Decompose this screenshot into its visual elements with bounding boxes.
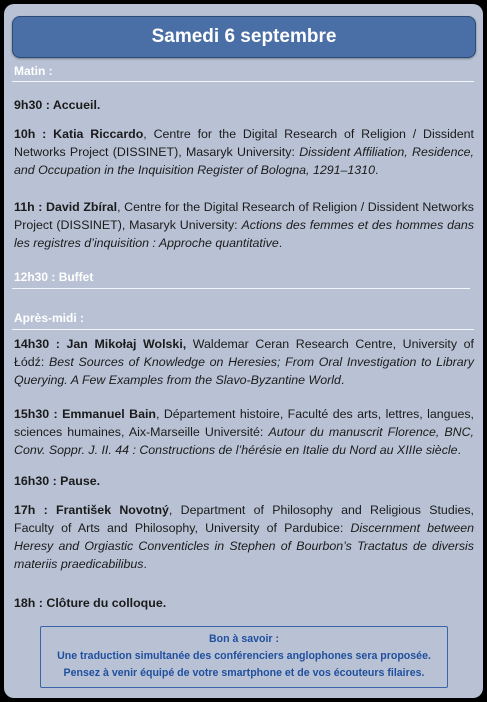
section-lunch: 12h30 : Buffet [14,270,94,284]
entry-title: Actions des femmes et des hommes dans les registres d’inquisition : Approche quantitative [14,218,474,250]
notice-line: Pensez à venir équipé de votre smartphone et de vos écouteurs filaires. [63,667,425,679]
entry-title: Autour du manuscrit Florence, BNC, Conv. Soppr. J. II. 44 : Constructions de l’hérésie en Italie du Nord au XIIIe siècle [14,425,474,457]
entry-end: . [457,443,461,457]
entry-speaker: František Novotný [56,503,169,517]
entry-title: Dissident Affiliation, Residence, and Occupation in the Inquisition Register of Bologna, 1291–1310 [14,145,474,177]
program-entry-novotny: 17h : František Novotný, Department of Philosophy and Religious Studies, Faculty of Arts and Philosophy, University of Pardubice: Discernment between Heresy and Orgiastic Conventicles in Stephen of Bourbon’s Tractatus de diversis materiis praedicabilibus. [14,503,474,571]
program-panel [4,4,483,698]
day-header [12,16,476,58]
entry-title: Best Sources of Knowledge on Heresies; From Oral Investigation to Library Querying. A Few Examples from the Slavo-Byzantine World [14,355,474,387]
program-entry-welcome: 9h30 : Accueil. [14,98,101,112]
entry-label: Clôture du colloque. [46,596,167,610]
entry-time: 18h [14,596,36,610]
notice-line: Une traduction simultanée des conférenciers anglophones sera proposée. [57,650,431,662]
entry-speaker: Emmanuel Bain [62,407,156,421]
entry-label: Accueil. [52,98,101,112]
notice-box [40,626,448,688]
entry-affiliation: Waldemar Ceran Research Centre, University of Łódź: [14,337,474,369]
entry-title: Discernment between Heresy and Orgiastic Conventicles in Stephen of Bourbon’s Tractatus de diversis materiis praedicabilibus [14,521,474,571]
program-entry-closing: 18h : Clôture du colloque. [14,596,167,610]
entry-affiliation: , Department of Philosophy and Religious Studies, Faculty of Arts and Philosophy, University of Pardubice: [14,503,474,535]
program-entry-pause: 16h30 : Pause. [14,474,101,488]
entry-speaker: Jan Mikołaj Wolski, [66,337,187,351]
entry-time: 10h [14,127,36,141]
program-entry-bain: 15h30 : Emmanuel Bain, Département histoire, Faculté des arts, lettres, langues, sciences humaines, Aix-Marseille Université: Autour du manuscrit Florence, BNC, Conv. Soppr. J. II. 44 : Constructions de l’hérésie en Italie du Nord au XIIIe siècle. [14,407,474,457]
program-entry-zbiral: 11h : David Zbíral, Centre for the Digital Research of Religion / Dissident Networks Project (DISSINET), Masaryk University: Actions des femmes et des hommes dans les registres d’inquisition : Approche quantitative. [14,200,474,250]
program-entry-wolski: 14h30 : Jan Mikołaj Wolski, Waldemar Ceran Research Centre, University of Łódź: Best Sources of Knowledge on Heresies; From Oral Investigation to Library Querying. A Few Examples from the Slavo-Byzantine World. [14,337,474,387]
divider [12,329,474,330]
entry-affiliation: , Centre for the Digital Research of Religion / Dissident Networks Project (DISSINET), Masaryk University: [14,200,474,232]
day-title: Samedi 6 septembre [151,26,337,47]
divider [12,81,474,82]
entry-label: Pause. [60,474,101,488]
section-morning: Matin : [14,64,53,78]
entry-end: . [143,557,147,571]
entry-end: . [278,236,283,250]
entry-time: 9h30 [14,98,43,112]
entry-speaker: Katia Riccardo [53,127,144,141]
divider [12,288,470,289]
entry-end: . [374,163,379,177]
entry-time: 17h [14,503,36,517]
entry-time: 15h30 [14,407,50,421]
entry-affiliation: , Centre for the Digital Research of Religion / Dissident Networks Project (DISSINET), Masaryk University: [14,127,474,159]
entry-time: 11h [14,200,35,214]
entry-end: . [340,373,345,387]
section-afternoon: Après-midi : [14,311,85,325]
program-entry-riccardo: 10h : Katia Riccardo, Centre for the Digital Research of Religion / Dissident Networks Project (DISSINET), Masaryk University: Dissident Affiliation, Residence, and Occupation in the Inquisition Register of Bologna, 1291–1310. [14,127,474,177]
entry-speaker: David Zbíral [46,200,118,214]
entry-time: 16h30 [14,474,50,488]
notice-heading: Bon à savoir : [208,633,280,645]
entry-time: 14h30 [14,337,50,351]
entry-affiliation: , Département histoire, Faculté des arts, lettres, langues, sciences humaines, Aix-Marseille Université: [14,407,474,439]
